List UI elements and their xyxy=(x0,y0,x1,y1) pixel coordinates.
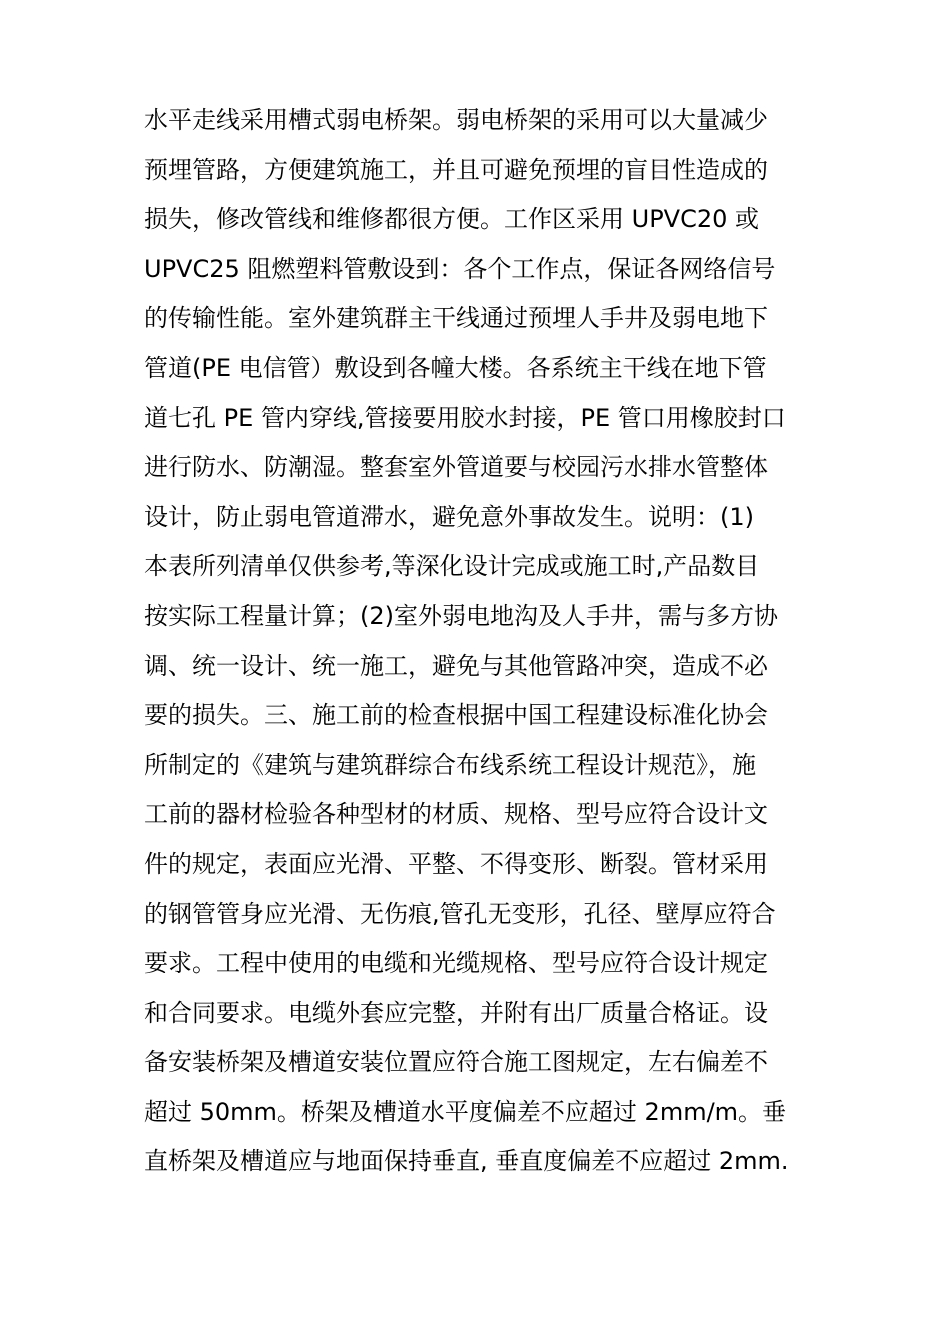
text-line: 和合同要求。电缆外套应完整，并附有出厂质量合格证。设 xyxy=(144,998,768,1027)
text-line: 所制定的《建筑与建筑群综合布线系统工程设计规范》，施 xyxy=(144,750,756,779)
text-line: 调、统一设计、统一施工，避免与其他管路冲突，造成不必 xyxy=(144,651,768,680)
text-line: 备安装桥架及槽道安装位置应符合施工图规定，左右偏差不 xyxy=(144,1048,768,1077)
text-line: 水平走线采用槽式弱电桥架。弱电桥架的采用可以大量减少 xyxy=(144,106,768,134)
body-paragraph xyxy=(144,96,824,1187)
text-line: 损失，修改管线和维修都很方便。工作区采用 UPVC20 或 xyxy=(144,205,760,234)
text-line: 工前的器材检验各种型材的材质、规格、型号应符合设计文 xyxy=(144,800,768,829)
text-line: 道七孔 PE 管内穿线,管接要用胶水封接，PE 管口用橡胶封口 xyxy=(144,403,786,432)
text-line: 件的规定，表面应光滑、平整、不得变形、断裂。管材采用 xyxy=(144,849,768,878)
text-line: UPVC25 阻燃塑料管敷设到：各个工作点，保证各网络信号 xyxy=(144,254,776,283)
text-line: 的传输性能。室外建筑群主干线通过预埋人手井及弱电地下 xyxy=(144,304,768,333)
text-line: 设计，防止弱电管道滞水，避免意外事故发生。说明：(1) xyxy=(144,502,754,531)
text-line: 预埋管路，方便建筑施工，并且可避免预埋的盲目性造成的 xyxy=(144,155,768,184)
text-line: 要的损失。三、施工前的检查根据中国工程建设标准化协会 xyxy=(144,701,768,730)
text-line: 超过 50mm。桥架及槽道水平度偏差不应超过 2mm/m。垂 xyxy=(144,1097,787,1126)
text-line: 的钢管管身应光滑、无伤痕,管孔无变形，孔径、壁厚应符合 xyxy=(144,899,776,928)
text-line: 本表所列清单仅供参考,等深化设计完成或施工时,产品数目 xyxy=(144,552,760,581)
text-line: 按实际工程量计算；(2)室外弱电地沟及人手井，需与多方协 xyxy=(144,601,778,630)
text-line: 进行防水、防潮湿。整套室外管道要与校园污水排水管整体 xyxy=(144,453,768,482)
text-line: 管道(PE 电信管）敷设到各幢大楼。各系统主干线在地下管 xyxy=(144,353,767,382)
text-line: 要求。工程中使用的电缆和光缆规格、型号应符合设计规定 xyxy=(144,949,768,978)
text-line: 直桥架及槽道应与地面保持垂直, 垂直度偏差不应超过 2mm. xyxy=(144,1147,789,1176)
